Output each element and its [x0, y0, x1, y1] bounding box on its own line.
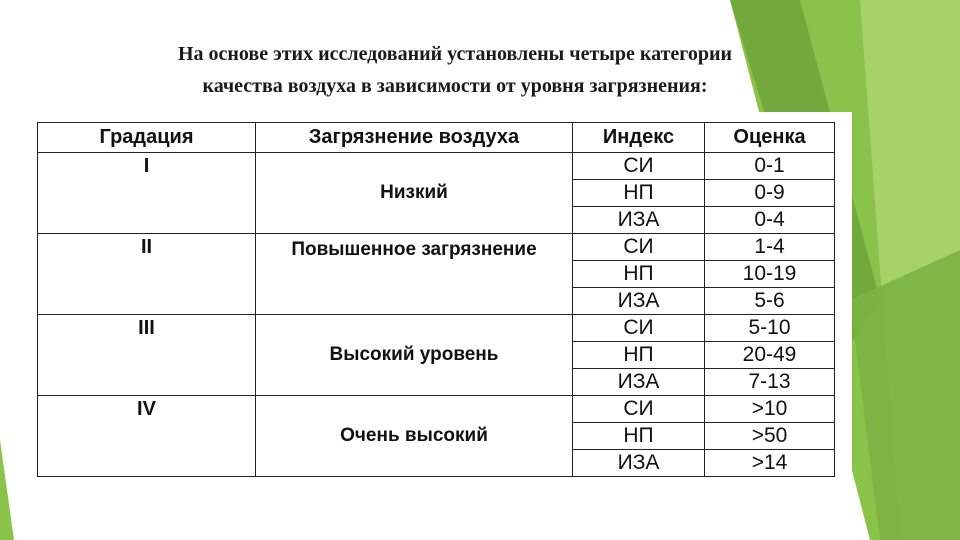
index-cell: ИЗА [573, 288, 705, 315]
page-title [60, 38, 850, 102]
pollution-level-cell: Очень высокий [256, 396, 573, 477]
pollution-level-cell: Низкий [256, 153, 573, 234]
header-score: Оценка [705, 123, 835, 153]
pollution-level-cell: Высокий уровень [256, 315, 573, 396]
score-cell: 0-1 [705, 153, 835, 180]
index-cell: СИ [573, 234, 705, 261]
grade-cell: IV [38, 396, 256, 477]
header-pollution: Загрязнение воздуха [256, 123, 573, 153]
score-cell: 0-4 [705, 207, 835, 234]
header-index: Индекс [573, 123, 705, 153]
score-cell: 5-6 [705, 288, 835, 315]
table-header-row [38, 123, 835, 153]
score-cell: 0-9 [705, 180, 835, 207]
score-cell: 5-10 [705, 315, 835, 342]
score-cell: 7-13 [705, 369, 835, 396]
score-cell: 1-4 [705, 234, 835, 261]
index-cell: СИ [573, 153, 705, 180]
grade-cell: III [38, 315, 256, 396]
index-cell: ИЗА [573, 450, 705, 477]
index-cell: СИ [573, 315, 705, 342]
index-cell: НП [573, 261, 705, 288]
pollution-level-cell: Повышенное загрязнение [256, 234, 573, 315]
score-cell: 20-49 [705, 342, 835, 369]
score-cell: >50 [705, 423, 835, 450]
table-row [38, 315, 835, 342]
table-image-panel [28, 112, 852, 516]
score-cell: >14 [705, 450, 835, 477]
score-cell: 10-19 [705, 261, 835, 288]
index-cell: СИ [573, 396, 705, 423]
table-row [38, 153, 835, 180]
index-cell: ИЗА [573, 369, 705, 396]
title-line-1: На основе этих исследований установлены четыре категории [177, 43, 733, 65]
score-cell: >10 [705, 396, 835, 423]
title-line-2: качества воздуха в зависимости от уровня загрязнения: [202, 75, 708, 97]
grade-cell: I [38, 153, 256, 234]
table-row [38, 396, 835, 423]
index-cell: ИЗА [573, 207, 705, 234]
table-row [38, 234, 835, 261]
header-gradation: Градация [38, 123, 256, 153]
index-cell: НП [573, 342, 705, 369]
grade-cell: II [38, 234, 256, 315]
air-quality-table [37, 122, 835, 477]
index-cell: НП [573, 423, 705, 450]
index-cell: НП [573, 180, 705, 207]
